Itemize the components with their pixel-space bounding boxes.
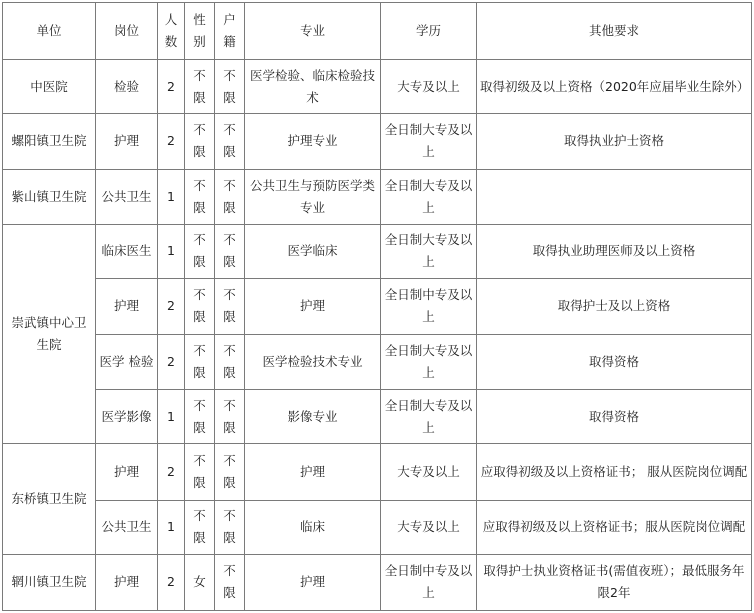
count-cell: 2 (158, 554, 185, 610)
count-cell: 2 (158, 278, 185, 334)
major-cell: 医学检验、临床检验技术 (245, 60, 381, 114)
gender-cell: 不限 (185, 500, 215, 554)
table-row (3, 60, 752, 114)
gender-cell: 不限 (185, 60, 215, 114)
position-cell: 医学 检验 (96, 335, 158, 390)
unit-cell: 东桥镇卫生院 (3, 444, 96, 554)
position-cell: 医学影像 (96, 390, 158, 444)
education-cell: 全日制大专及以上 (381, 390, 477, 444)
table-row (3, 169, 752, 224)
header-count: 人数 (158, 3, 185, 60)
education-cell: 全日制大专及以上 (381, 169, 477, 224)
other-cell: 取得执业助理医师及以上资格 (477, 224, 752, 278)
position-cell: 检验 (96, 60, 158, 114)
position-cell: 公共卫生 (96, 169, 158, 224)
header-major: 专业 (245, 3, 381, 60)
education-cell: 全日制大专及以上 (381, 224, 477, 278)
education-cell: 全日制中专及以上 (381, 278, 477, 334)
other-cell: 应取得初级及以上资格证书； 服从医院岗位调配 (477, 444, 752, 500)
other-cell (477, 169, 752, 224)
table-row (3, 278, 752, 334)
table-row (3, 390, 752, 444)
education-cell: 全日制中专及以上 (381, 554, 477, 610)
gender-cell: 不限 (185, 169, 215, 224)
education-cell: 全日制大专及以上 (381, 114, 477, 169)
header-hukou: 户籍 (215, 3, 245, 60)
gender-cell: 不限 (185, 444, 215, 500)
unit-cell: 崇武镇中心卫生院 (3, 224, 96, 444)
hukou-cell: 不限 (215, 224, 245, 278)
position-cell: 护理 (96, 278, 158, 334)
education-cell: 全日制大专及以上 (381, 335, 477, 390)
header-education: 学历 (381, 3, 477, 60)
major-cell: 临床 (245, 500, 381, 554)
other-cell: 取得资格 (477, 335, 752, 390)
header-row (3, 3, 752, 60)
unit-cell: 紫山镇卫生院 (3, 169, 96, 224)
header-other: 其他要求 (477, 3, 752, 60)
gender-cell: 不限 (185, 278, 215, 334)
hukou-cell: 不限 (215, 278, 245, 334)
education-cell: 大专及以上 (381, 500, 477, 554)
other-cell: 取得护士及以上资格 (477, 278, 752, 334)
table-row (3, 444, 752, 500)
gender-cell: 不限 (185, 224, 215, 278)
major-cell: 护理 (245, 278, 381, 334)
education-cell: 大专及以上 (381, 60, 477, 114)
unit-cell: 螺阳镇卫生院 (3, 114, 96, 169)
count-cell: 2 (158, 335, 185, 390)
hukou-cell: 不限 (215, 444, 245, 500)
header-unit: 单位 (3, 3, 96, 60)
hukou-cell: 不限 (215, 500, 245, 554)
position-cell: 护理 (96, 554, 158, 610)
table-row (3, 500, 752, 554)
count-cell: 2 (158, 444, 185, 500)
count-cell: 2 (158, 60, 185, 114)
hukou-cell: 不限 (215, 335, 245, 390)
count-cell: 1 (158, 390, 185, 444)
count-cell: 1 (158, 500, 185, 554)
other-cell: 取得资格 (477, 390, 752, 444)
major-cell: 公共卫生与预防医学类专业 (245, 169, 381, 224)
position-cell: 护理 (96, 114, 158, 169)
gender-cell: 女 (185, 554, 215, 610)
unit-cell: 中医院 (3, 60, 96, 114)
education-cell: 大专及以上 (381, 444, 477, 500)
position-cell: 护理 (96, 444, 158, 500)
hukou-cell: 不限 (215, 60, 245, 114)
count-cell: 1 (158, 169, 185, 224)
table-row (3, 114, 752, 169)
other-cell: 取得初级及以上资格（2020年应届毕业生除外） (477, 60, 752, 114)
position-cell: 临床医生 (96, 224, 158, 278)
table-row (3, 554, 752, 610)
hukou-cell: 不限 (215, 390, 245, 444)
count-cell: 1 (158, 224, 185, 278)
gender-cell: 不限 (185, 335, 215, 390)
table-row (3, 335, 752, 390)
other-cell: 取得执业护士资格 (477, 114, 752, 169)
gender-cell: 不限 (185, 114, 215, 169)
hukou-cell: 不限 (215, 554, 245, 610)
major-cell: 护理 (245, 554, 381, 610)
hukou-cell: 不限 (215, 114, 245, 169)
count-cell: 2 (158, 114, 185, 169)
major-cell: 影像专业 (245, 390, 381, 444)
major-cell: 护理 (245, 444, 381, 500)
unit-cell: 辋川镇卫生院 (3, 554, 96, 610)
header-position: 岗位 (96, 3, 158, 60)
position-cell: 公共卫生 (96, 500, 158, 554)
major-cell: 医学检验技术专业 (245, 335, 381, 390)
gender-cell: 不限 (185, 390, 215, 444)
hukou-cell: 不限 (215, 169, 245, 224)
recruitment-table (2, 2, 752, 611)
other-cell: 取得护士执业资格证书(需值夜班）；最低服务年限2年 (477, 554, 752, 610)
major-cell: 医学临床 (245, 224, 381, 278)
table-row (3, 224, 752, 278)
header-gender: 性别 (185, 3, 215, 60)
other-cell: 应取得初级及以上资格证书；服从医院岗位调配 (477, 500, 752, 554)
major-cell: 护理专业 (245, 114, 381, 169)
